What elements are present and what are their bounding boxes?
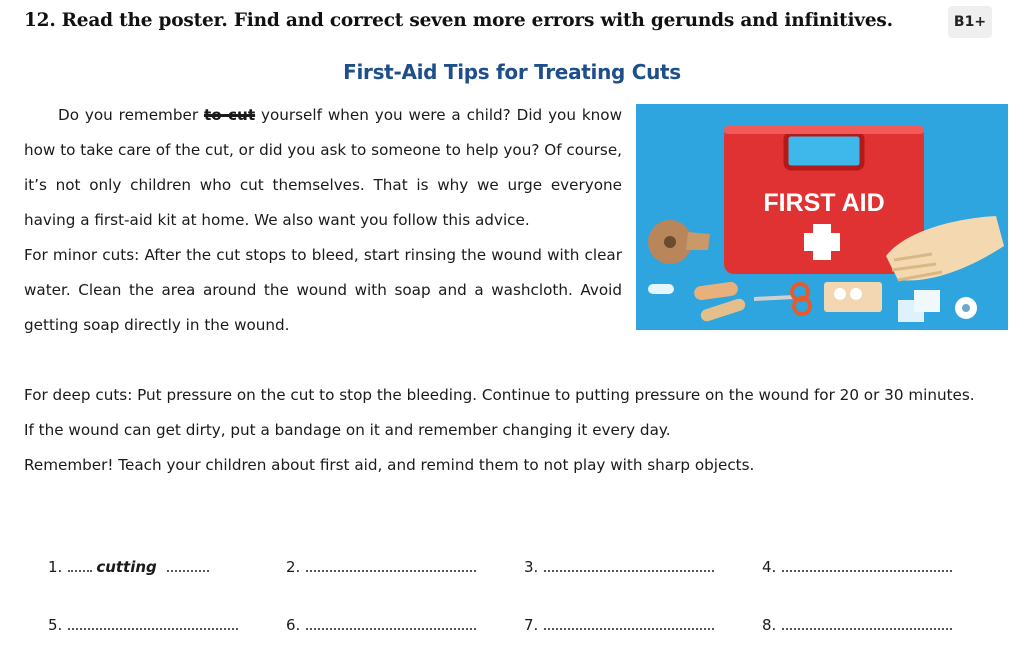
- answer-blank: [544, 556, 714, 572]
- answer-blank: [306, 556, 476, 572]
- answer-5[interactable]: [48, 614, 248, 640]
- task-instruction: Read the poster. Find and correct seven more errors with gerunds and infinitives.: [61, 10, 893, 31]
- answer-number: 1.: [48, 558, 63, 576]
- answer-3[interactable]: [524, 556, 724, 582]
- answer-blank: [782, 614, 952, 630]
- answer-2[interactable]: [286, 556, 486, 582]
- task-number: 12.: [24, 10, 56, 31]
- task-header: [24, 10, 893, 31]
- paragraph-dirty-wound: If the wound can get dirty, put a bandage on it and remember changing it every day.: [24, 421, 671, 439]
- answer-number: 5.: [48, 616, 63, 634]
- answer-blank: [68, 614, 238, 630]
- answer-blank: [782, 556, 952, 572]
- intro-rest: yourself when you were a child? Did you know how to take care of the cut, or did you ask to someone to help you? Of course, it’s not only children who cut themselves. That is why we urge everyone having a first-aid kit at home. We also want you follow this advice.: [24, 106, 622, 229]
- answer-6[interactable]: [286, 614, 486, 640]
- answer-8[interactable]: [762, 614, 962, 640]
- paragraph-deep-cuts: For deep cuts: Put pressure on the cut to stop the bleeding. Continue to putting pressure on the wound for 20 or 30 minutes.: [24, 386, 975, 404]
- answer-7[interactable]: [524, 614, 724, 640]
- answer-1[interactable]: [48, 556, 248, 582]
- answer-blank: [306, 614, 476, 630]
- answer-number: 2.: [286, 558, 301, 576]
- paragraph-minor-cuts: For minor cuts: After the cut stops to bleed, start rinsing the wound with clear water. Clean the area around the wound with soap and a washcloth. Avoid getting soap directly in the wound.: [24, 246, 622, 334]
- paragraph-intro: [24, 98, 622, 238]
- answer-number: 7.: [524, 616, 539, 634]
- level-badge: B1+: [948, 6, 992, 38]
- answer-value: cutting: [96, 558, 157, 576]
- answer-number: 8.: [762, 616, 777, 634]
- answer-blank: [544, 614, 714, 630]
- poster-left-column: [24, 98, 622, 343]
- intro-start: Do you remember: [58, 106, 204, 124]
- poster-title: First-Aid Tips for Treating Cuts: [343, 60, 681, 84]
- answer-number: 3.: [524, 558, 539, 576]
- poster-full-width: [24, 378, 1004, 483]
- first-aid-kit-image: [636, 104, 1008, 330]
- paragraph-remember: Remember! Teach your children about first aid, and remind them to not play with sharp objects.: [24, 456, 755, 474]
- answer-4[interactable]: [762, 556, 962, 582]
- struck-example: to cut: [203, 106, 256, 124]
- answer-number: 6.: [286, 616, 301, 634]
- answer-number: 4.: [762, 558, 777, 576]
- kit-label: FIRST AID: [763, 189, 885, 217]
- first-aid-illustration: [636, 104, 1008, 330]
